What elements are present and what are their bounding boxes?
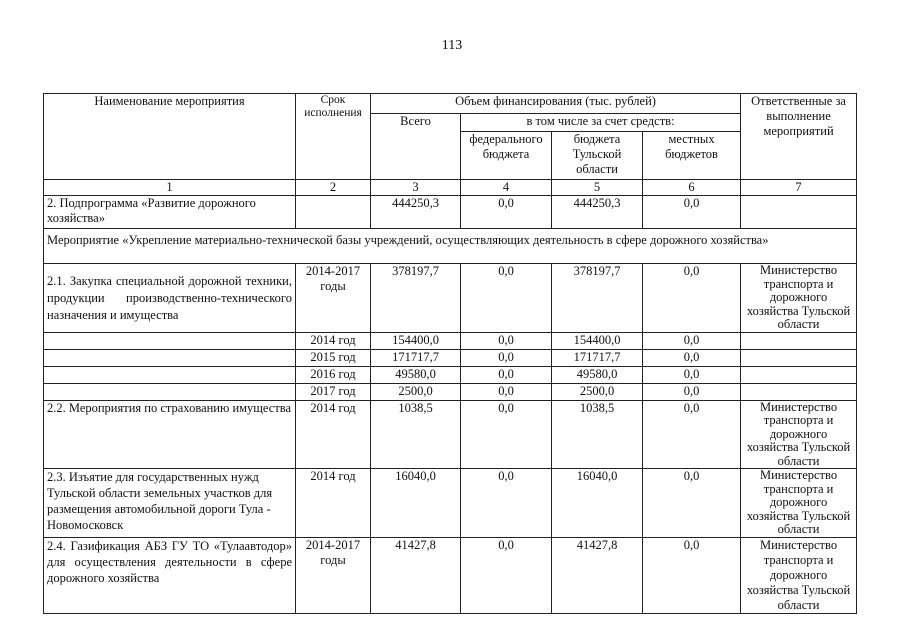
subprogram-responsible xyxy=(741,196,857,229)
year-term: 2016 год xyxy=(296,366,371,383)
row-responsible: Министерство транспорта и дорожного хозяйства Тульской области xyxy=(741,400,857,469)
year-total: 154400,0 xyxy=(371,332,461,349)
year-federal: 0,0 xyxy=(461,383,552,400)
col-number: 3 xyxy=(371,180,461,196)
row-name: 2.4. Газификация АБЗ ГУ ТО «Тулаавтодор» для осуществления деятельности в сфере дорожного хозяйства xyxy=(44,537,296,613)
col-number: 2 xyxy=(296,180,371,196)
header-local: местных бюджетов xyxy=(643,132,741,180)
year-responsible xyxy=(741,349,857,366)
year-local: 0,0 xyxy=(643,383,741,400)
column-numbers-row xyxy=(44,180,857,196)
row-regional: 1038,5 xyxy=(552,400,643,469)
subprogram-term xyxy=(296,196,371,229)
row-name: 2.2. Мероприятия по страхованию имущества xyxy=(44,400,296,469)
col-number: 5 xyxy=(552,180,643,196)
subprogram-federal: 0,0 xyxy=(461,196,552,229)
col-number: 6 xyxy=(643,180,741,196)
header-financing: Объем финансирования (тыс. рублей) xyxy=(371,94,741,114)
year-row-name xyxy=(44,349,296,366)
subprogram-name: 2. Подпрограмма «Развитие дорожного хозяйства» xyxy=(44,196,296,229)
row-local: 0,0 xyxy=(643,400,741,469)
row-regional: 41427,8 xyxy=(552,537,643,613)
subprogram-total: 444250,3 xyxy=(371,196,461,229)
col-number: 4 xyxy=(461,180,552,196)
header-responsible: Ответственные за выполнение мероприятий xyxy=(741,94,857,180)
year-responsible xyxy=(741,383,857,400)
row-local: 0,0 xyxy=(643,264,741,333)
row-total: 378197,7 xyxy=(371,264,461,333)
year-row xyxy=(44,366,857,383)
col-number: 7 xyxy=(741,180,857,196)
header-name: Наименование мероприятия xyxy=(44,94,296,180)
year-total: 171717,7 xyxy=(371,349,461,366)
year-row-name xyxy=(44,332,296,349)
year-term: 2014 год xyxy=(296,332,371,349)
year-federal: 0,0 xyxy=(461,332,552,349)
row-responsible: Министерство транспорта и дорожного хозяйства Тульской области xyxy=(741,537,857,613)
measure-title-row xyxy=(44,229,857,264)
year-local: 0,0 xyxy=(643,349,741,366)
subprogram-row xyxy=(44,196,857,229)
row-term: 2014-2017 годы xyxy=(296,537,371,613)
row-local: 0,0 xyxy=(643,469,741,538)
year-row xyxy=(44,332,857,349)
year-term: 2015 год xyxy=(296,349,371,366)
row-name: 2.3. Изъятие для государственных нужд Тульской области земельных участков для размещения автомобильной дороги Тула - Новомосковск xyxy=(44,469,296,538)
year-regional: 154400,0 xyxy=(552,332,643,349)
row-total: 1038,5 xyxy=(371,400,461,469)
table-row xyxy=(44,469,857,538)
table-row xyxy=(44,537,857,613)
header-including: в том числе за счет средств: xyxy=(461,114,741,132)
row-term: 2014 год xyxy=(296,400,371,469)
col-number: 1 xyxy=(44,180,296,196)
year-local: 0,0 xyxy=(643,332,741,349)
row-federal: 0,0 xyxy=(461,264,552,333)
header-total: Всего xyxy=(371,114,461,180)
header-term: Срок исполнения xyxy=(296,94,371,180)
year-row xyxy=(44,383,857,400)
table-row xyxy=(44,264,857,333)
row-federal: 0,0 xyxy=(461,469,552,538)
row-responsible: Министерство транспорта и дорожного хозяйства Тульской области xyxy=(741,469,857,538)
year-regional: 2500,0 xyxy=(552,383,643,400)
year-row-name xyxy=(44,366,296,383)
row-term: 2014 год xyxy=(296,469,371,538)
year-row xyxy=(44,349,857,366)
subprogram-local: 0,0 xyxy=(643,196,741,229)
year-regional: 49580,0 xyxy=(552,366,643,383)
row-total: 16040,0 xyxy=(371,469,461,538)
year-responsible xyxy=(741,366,857,383)
header-federal: федерального бюджета xyxy=(461,132,552,180)
financing-table xyxy=(43,93,857,614)
row-regional: 16040,0 xyxy=(552,469,643,538)
row-total: 41427,8 xyxy=(371,537,461,613)
year-federal: 0,0 xyxy=(461,349,552,366)
year-regional: 171717,7 xyxy=(552,349,643,366)
header-regional: бюджета Тульской области xyxy=(552,132,643,180)
year-responsible xyxy=(741,332,857,349)
row-responsible: Министерство транспорта и дорожного хозяйства Тульской области xyxy=(741,264,857,333)
row-federal: 0,0 xyxy=(461,537,552,613)
year-term: 2017 год xyxy=(296,383,371,400)
subprogram-regional: 444250,3 xyxy=(552,196,643,229)
year-federal: 0,0 xyxy=(461,366,552,383)
year-total: 2500,0 xyxy=(371,383,461,400)
row-term: 2014-2017 годы xyxy=(296,264,371,333)
table-row xyxy=(44,400,857,469)
year-row-name xyxy=(44,383,296,400)
measure-title: Мероприятие «Укрепление материально-технической базы учреждений, осуществляющих деятельность в сфере дорожного хозяйства» xyxy=(44,229,857,264)
year-local: 0,0 xyxy=(643,366,741,383)
year-total: 49580,0 xyxy=(371,366,461,383)
row-local: 0,0 xyxy=(643,537,741,613)
page-number: 113 xyxy=(441,38,463,53)
row-name: 2.1. Закупка специальной дорожной техники, продукции производственно-технического назначения и имущества xyxy=(44,264,296,333)
row-regional: 378197,7 xyxy=(552,264,643,333)
row-federal: 0,0 xyxy=(461,400,552,469)
